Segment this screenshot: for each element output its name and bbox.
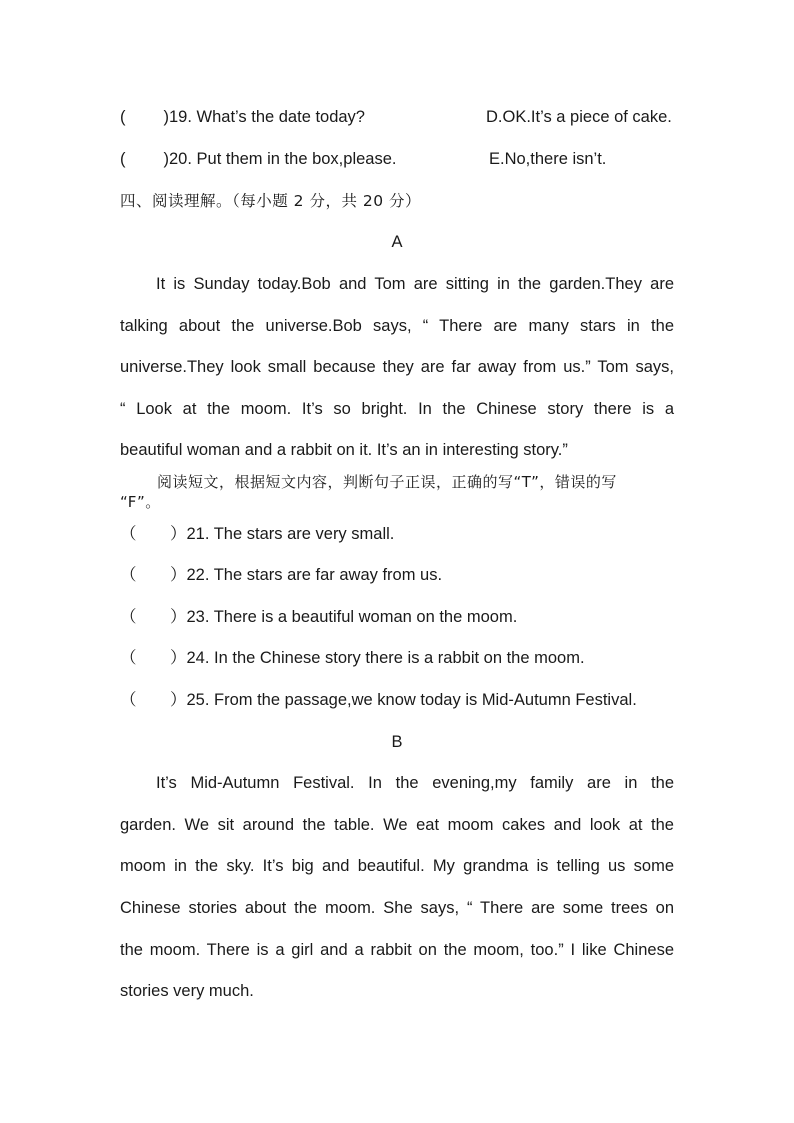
section-heading: 四、阅读理解。（每小题 2 分，共 20 分） — [120, 192, 422, 210]
answer-paren-22[interactable]: （ — [120, 566, 137, 584]
question-21-text: ）21. The stars are very small. — [170, 525, 395, 543]
option-e-text: E.No,there isn’t. — [489, 150, 607, 168]
passage-b-line: moom in the sky. It’s big and beautiful. My grandma is telling us some — [120, 857, 674, 875]
passage-a-line: “ Look at the moom. It’s so bright. In the Chinese story there is a — [120, 400, 674, 418]
passage-a-line: talking about the universe.Bob says, “ There are many stars in the — [120, 317, 674, 335]
passage-a-line: beautiful woman and a rabbit on it. It’s an in interesting story.” — [120, 441, 568, 459]
passage-b-line: stories very much. — [120, 982, 254, 1000]
instruction-text: 阅读短文，根据短文内容，判断句子正误，正确的写“T”，错误的写 — [157, 473, 617, 491]
answer-paren-19[interactable]: ( — [120, 108, 126, 126]
answer-paren-25[interactable]: （ — [120, 691, 137, 709]
question-25 — [120, 690, 674, 710]
question-19-text: )19. What’s the date today? — [163, 108, 365, 126]
passage-a-line: It is Sunday today.Bob and Tom are sitting in the garden.They are — [156, 275, 674, 293]
question-20-text: )20. Put them in the box,please. — [163, 150, 397, 168]
instruction-text-cont: “F”。 — [120, 493, 161, 511]
option-d-text: D.OK.It’s a piece of cake. — [486, 108, 672, 126]
matching-row-19 — [120, 107, 674, 127]
answer-paren-24[interactable]: （ — [120, 649, 137, 667]
answer-paren-21[interactable]: （ — [120, 525, 137, 543]
answer-paren-20[interactable]: ( — [120, 150, 126, 168]
question-24 — [120, 648, 674, 668]
passage-b-line: Chinese stories about the moom. She says, “ There are some trees on — [120, 899, 674, 917]
question-23 — [120, 607, 674, 627]
passage-a-line: universe.They look small because they are far away from us.” Tom says, — [120, 358, 674, 376]
question-22-text: ）22. The stars are far away from us. — [170, 566, 443, 584]
passage-a-label: A — [391, 233, 403, 251]
question-22 — [120, 565, 674, 585]
matching-row-20 — [120, 149, 674, 169]
passage-b-line: It’s Mid-Autumn Festival. In the evening,my family are in the — [156, 774, 674, 792]
question-24-text: ）24. In the Chinese story there is a rabbit on the moom. — [170, 649, 585, 667]
passage-b-line: garden. We sit around the table. We eat moom cakes and look at the — [120, 816, 674, 834]
question-21 — [120, 524, 674, 544]
question-23-text: ）23. There is a beautiful woman on the moom. — [170, 608, 518, 626]
passage-b-line: the moom. There is a girl and a rabbit on the moom, too.” I like Chinese — [120, 941, 674, 959]
passage-b-label: B — [391, 733, 403, 751]
question-25-text: ）25. From the passage,we know today is Mid-Autumn Festival. — [170, 691, 637, 709]
answer-paren-23[interactable]: （ — [120, 608, 137, 626]
